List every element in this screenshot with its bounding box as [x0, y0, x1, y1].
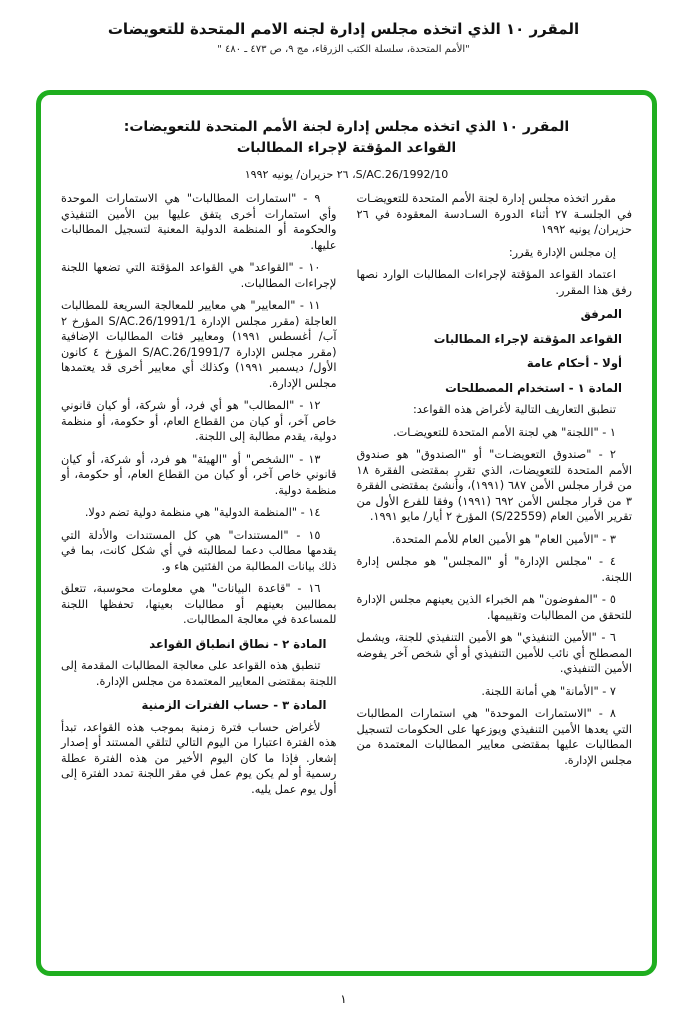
paragraph: اعتماد القواعد المؤقتة لإجراءات المطالبات الوارد نصها رفق هذا المقرر. [356, 268, 632, 297]
paragraph: ١١ - "المعايير" هي معايير للمعالجة السريعة للمطالبات العاجلة (مقرر مجلس الإدارة S/AC.26/1991/1 المؤرخ ٢ آب/ أغسطس ١٩٩١) ومعايير فئات المطالبات الإضافية (مقرر مجلس الإدارة S/AC.26/1991/7 المؤرخ ٤ كانون الأول/ ديسمبر ١٩٩١) وكذلك أي معايير أخرى قد يعتمدها مجلس الإدارة. [61, 299, 337, 390]
column-right [357, 191, 633, 804]
page-header [0, 0, 687, 55]
section-heading: المادة ٢ - نطاق انطباق القواعد [149, 636, 327, 651]
paragraph: ٦ - "الأمين التنفيذي" هو الأمين التنفيذي للجنة، ويشمل المصطلح أي نائب للأمين التنفيذي أو أي شخص آخر يفوضه الأمين التنفيذي. [356, 631, 632, 675]
paragraph: ١٣ - "الشخص" أو "الهيئة" هو فرد، أو شركة، أو كيان قانوني خاص آخر، أو كيان من القطاع العام، أو حكومة، أو منظمة دولية. [61, 452, 337, 497]
document-reference: S/AC.26/1992/10، ٢٦ حزيران/ يونيه ١٩٩٢ [244, 168, 449, 181]
section-heading: المادة ٣ - حساب الفترات الزمنية [141, 698, 327, 712]
section-heading: أولا - أحكام عامة [526, 356, 622, 370]
paragraph: ٥ - "المفوضون" هم الخبراء الذين يعينهم مجلس الإدارة للتحقق من المطالبات وتقييمها. [356, 593, 632, 622]
section-heading: المادة ١ - استخدام المصطلحات [445, 380, 622, 395]
paragraph: ٣ - "الأمين العام" هو الأمين العام للأمم المتحدة. [391, 532, 616, 546]
section-heading: المرفق [580, 307, 622, 321]
paragraph: إن مجلس الإدارة يقرر: [508, 245, 616, 259]
column-left [61, 191, 337, 804]
section-heading: القواعد المؤقتة لإجراء المطالبات [433, 331, 622, 346]
paragraph: لأغراض حساب فترة زمنية بموجب هذه القواعد، تبدأ هذه الفترة اعتبارا من اليوم التالي لتلقي المستند أو إصدار إشعار. فإذا ما كان اليوم الأخير من هذه الفترة عطلة رسمية أو لم يكن يوم عمل في مقر اللجنة تمدد الفترة إلى أول يوم عمل يليه. [61, 720, 337, 796]
paragraph: ١٥ - "المستندات" هي كل المستندات والأدلة التي يقدمها مطالب دعما لمطالبته في أي شكل كانت، بما في ذلك بيانات المطالبة من الفئتين هاء و. [61, 528, 337, 573]
document-title: المقرر ١٠ الذي اتخذه مجلس إدارة لجنة الأمم المتحدة للتعويضات: [123, 119, 570, 135]
paragraph: ٩ - "استمارات المطالبات" هي الاستمارات الموحدة وأي استمارات أخرى يتفق عليها بين الأمين التنفيذي والحكومة أو المنظمة الدولية المعنية لتسجيل المطالبات عليها. [61, 192, 337, 252]
paragraph: ١٢ - "المطالب" هو أي فرد، أو شركة، أو كيان قانوني خاص آخر، أو كيان من القطاع العام، أو حكومة، أو منظمة دولية، يقدم مطالبة إلى اللجنة. [61, 399, 337, 443]
paragraph: ٢ - "صندوق التعويضـات" أو "الصندوق" هو صندوق الأمم المتحدة للتعويضات، الذي تقرر بمقتضى الفقرة ١٨ من قرار مجلس الأمن ٦٨٧ (١٩٩١)، وأنشئ بمقتضى الفقرة ٣ من قرار مجلس الأمن ٦٩٢ (١٩٩١) وفقا للفرع الأول من تقرير الأمين العام (S/22559) المؤرخ ٢ أيار/ مايو ١٩٩١. [356, 448, 633, 523]
page-number: ١ [340, 992, 347, 1006]
paragraph: تنطبق التعاريف التالية لأغراض هذه القواعد: [412, 403, 616, 416]
paragraph: تنطبق هذه القواعد على معالجة المطالبات المقدمة إلى اللجنة بمقتضى المعايير المعتمدة من مجلس الإدارة. [61, 659, 337, 688]
paragraph: ١٦ - "قاعدة البيانات" هي معلومات محوسبة، تتعلق بمطالبين بعينهم أو مطالبات بعينها، تحفظها اللجنة للمساعدة في معالجة المطالبات. [61, 582, 337, 626]
two-column-body [61, 191, 632, 804]
header-subtitle: "الأمم المتحدة، سلسلة الكتب الزرقاء، مج ٩، ص ٤٧٣ ـ ٤٨٠ " [217, 44, 470, 55]
header-title: المقرر ١٠ الذي اتخذه مجلس إدارة لجنه الامم المتحدة للتعويضات [107, 20, 580, 38]
paragraph: ٨ - "الاستمارات الموحدة" هي استمارات المطالبات التي يعدها الأمين التنفيذي ويوزعها على الحكومات لتسجيل المطالبات عليها بمقتضى معايير المطالبات المعتمدة من مجلس الإدارة. [356, 707, 632, 767]
paragraph: ١٤ - "المنظمة الدولية" هي منظمة دولية تضم دولا. [84, 506, 321, 519]
green-border-frame [36, 90, 657, 976]
paragraph: ٧ - "الأمانة" هي أمانة اللجنة. [481, 684, 616, 698]
paragraph: ١ - "اللجنة" هي لجنة الأمم المتحدة للتعويضـات. [393, 425, 616, 439]
paragraph: ٤ - "مجلس الإدارة" أو "المجلس" هو مجلس إدارة اللجنة. [356, 555, 632, 584]
paragraph: ١٠ - "القواعد" هي القواعد المؤقتة التي تضعها اللجنة لإجراءات المطالبات. [61, 261, 337, 290]
document-title-line2: القواعد المؤقتة لإجراء المطالبات [236, 140, 457, 156]
paragraph: مقرر اتخذه مجلس إدارة لجنة الأمم المتحدة للتعويضـات في الجلسـة ٢٧ أثناء الدورة السـادسة المعقودة في ٢٦ حزيران/ يونيه ١٩٩٢ [356, 192, 632, 236]
